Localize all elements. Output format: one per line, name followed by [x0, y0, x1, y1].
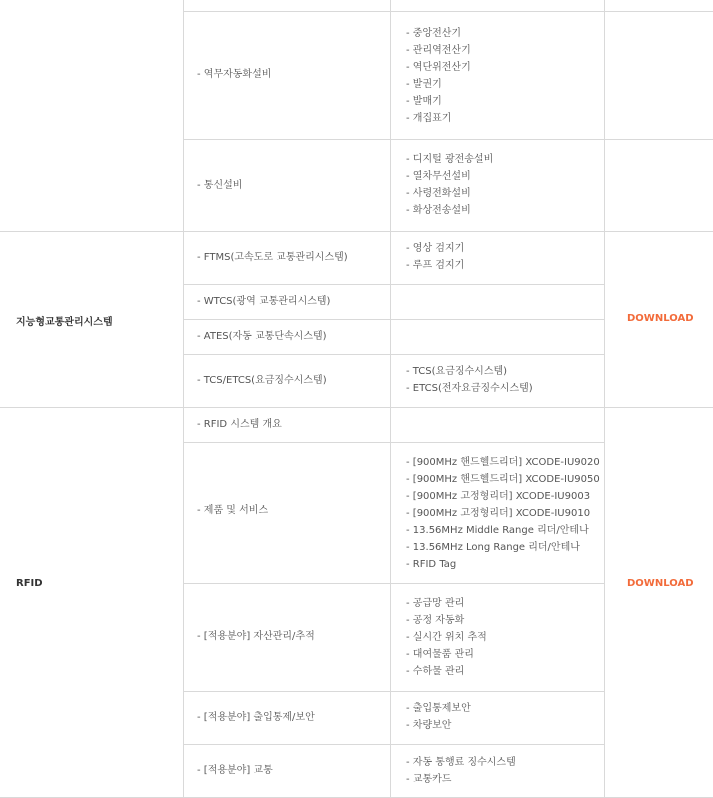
item-label: - WTCS(광역 교통관리시스템): [197, 296, 331, 307]
col-divider: [390, 0, 391, 798]
list-item: - 개집표기: [406, 113, 452, 124]
list-item: - 공정 자동화: [406, 615, 465, 626]
item-label: - 통신설비: [197, 180, 243, 191]
sub-item-list: [406, 454, 600, 573]
list-item: - 수하물 관리: [406, 666, 465, 677]
item-label: - [적용분야] 자산관리/추적: [197, 631, 315, 642]
item-label: - FTMS(고속도로 교통관리시스템): [197, 252, 348, 263]
list-item: - 발권기: [406, 79, 442, 90]
row-divider: [183, 139, 713, 140]
row-divider: [183, 442, 605, 443]
list-item: - [900MHz 핸드헬드리더] XCODE-IU9020: [406, 457, 600, 468]
download-link-its[interactable]: DOWNLOAD: [627, 313, 694, 324]
list-item: - 영상 검지기: [406, 243, 465, 254]
sub-item-list: [406, 754, 516, 788]
item-label: - ATES(자동 교통단속시스템): [197, 331, 327, 342]
row-divider: [183, 354, 605, 355]
list-item: - 출입통제보안: [406, 703, 471, 714]
list-item: - 공급망 관리: [406, 598, 465, 609]
section-divider: [0, 407, 713, 408]
list-item: - 차량보안: [406, 720, 452, 731]
list-item: - [900MHz 고정형리더] XCODE-IU9003: [406, 491, 591, 502]
list-item: - [900MHz 핸드헬드리더] XCODE-IU9050: [406, 474, 600, 485]
item-label: - TCS/ETCS(요금징수시스템): [197, 375, 327, 386]
list-item: - 중앙전산기: [406, 28, 462, 39]
sub-item-list: [406, 595, 487, 680]
list-item: - 13.56MHz Long Range 리더/안테나: [406, 542, 580, 553]
item-label: - 제품 및 서비스: [197, 505, 269, 516]
list-item: - 디지털 광전송설비: [406, 154, 494, 165]
list-item: - [900MHz 고정형리더] XCODE-IU9010: [406, 508, 591, 519]
col-divider: [604, 0, 605, 798]
item-label: - 역무자동화설비: [197, 69, 272, 80]
item-label: - [적용분야] 출입통제/보안: [197, 712, 315, 723]
list-item: - TCS(요금징수시스템): [406, 366, 508, 377]
list-item: - 13.56MHz Middle Range 리더/안테나: [406, 525, 589, 536]
row-divider: [183, 691, 605, 692]
row-divider: [183, 744, 605, 745]
row-divider: [183, 11, 713, 12]
list-item: - 발매기: [406, 96, 442, 107]
list-item: - 열차무선설비: [406, 171, 471, 182]
sub-item-list: [406, 240, 464, 274]
list-item: - 대여물품 관리: [406, 649, 474, 660]
list-item: - 실시간 위치 추적: [406, 632, 487, 643]
row-divider: [183, 284, 605, 285]
row-divider: [183, 583, 605, 584]
list-item: - 역단위전산기: [406, 62, 471, 73]
list-item: - ETCS(전자요금징수시스템): [406, 383, 533, 394]
sub-item-list: [406, 700, 471, 734]
category-label: RFID: [16, 578, 43, 589]
list-item: - RFID Tag: [406, 559, 457, 570]
list-item: - 관리역전산기: [406, 45, 471, 56]
col-divider: [183, 0, 184, 798]
sub-item-list: [406, 363, 533, 397]
sub-item-list: [406, 151, 493, 219]
sub-item-list: [406, 25, 471, 127]
list-item: - 사령전화설비: [406, 188, 471, 199]
list-item: - 루프 검지기: [406, 260, 465, 271]
list-item: - 교통카드: [406, 774, 452, 785]
item-label: - [적용분야] 교통: [197, 765, 273, 776]
list-item: - 자동 통행료 징수시스템: [406, 757, 516, 768]
category-label: 지능형교통관리시스템: [16, 317, 113, 328]
row-divider: [183, 319, 605, 320]
download-link-rfid[interactable]: DOWNLOAD: [627, 578, 694, 589]
list-item: - 화상전송설비: [406, 205, 471, 216]
item-label: - RFID 시스템 개요: [197, 419, 282, 430]
section-divider: [0, 231, 713, 232]
